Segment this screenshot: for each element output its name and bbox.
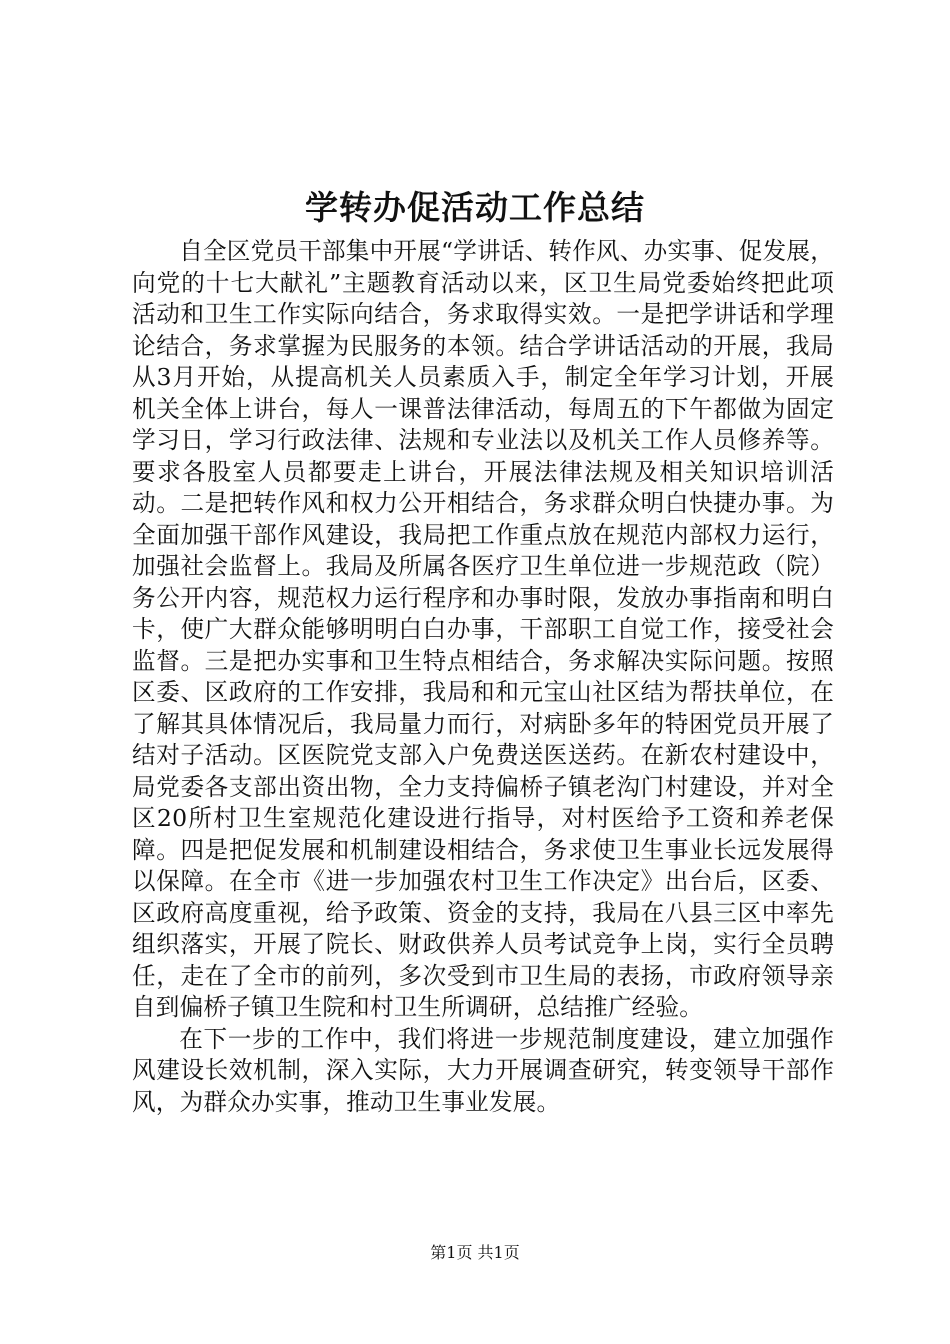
document-title: 学转办促活动工作总结 (305, 188, 645, 227)
paragraph: 自全区党员干部集中开展“学讲话、转作风、办实事、促发展，向党的十七大献礼”主题教育活动以来，区卫生局党委始终把此项活动和卫生工作实际向结合，务求取得实效。一是把学讲话和学理论结合，务求掌握为民服务的本领。结合学讲话活动的开展，我局从3月开始，从提高机关人员素质入手，制定全年学习计划，开展机关全体上讲台，每人一课普法律活动，每周五的下午都做为固定学习日，学习行政法律、法规和专业法以及机关工作人员修养等。要求各股室人员都要走上讲台，开展法律法规及相关知识培训活动。二是把转作风和权力公开相结合，务求群众明白快捷办事。为全面加强干部作风建设，我局把工作重点放在规范内部权力运行，加强社会监督上。我局及所属各医疗卫生单位进一步规范政（院）务公开内容，规范权力运行程序和办事时限，发放办事指南和明白卡，使广大群众能够明明白白办事，干部职工自觉工作，接受社会监督。三是把办实事和卫生特点相结合，务求解决实际问题。按照区委、区政府的工作安排，我局和和元宝山社区结为帮扶单位，在了解其具体情况后，我局量力而行，对病卧多年的特困党员开展了结对子活动。区医院党支部入户免费送医送药。在新农村建设中，局党委各支部出资出物，全力支持偏桥子镇老沟门村建设，并对全区20所村卫生室规范化建设进行指导，对村医给予工资和养老保障。四是把促发展和机制建设相结合，务求使卫生事业长远发展得以保障。在全市《进一步加强农村卫生工作决定》出台后，区委、区政府高度重视，给予政策、资金的支持，我局在八县三区中率先组织落实，开展了院长、财政供养人员考试竞争上岗，实行全员聘任，走在了全市的前列，多次受到市卫生局的表扬，市政府领导亲自到偏桥子镇卫生院和村卫生所调研，总结推广经验。 (132, 237, 834, 1021)
paragraph: 在下一步的工作中，我们将进一步规范制度建设，建立加强作风建设长效机制，深入实际，大力开展调查研究，转变领导干部作风，为群众办实事，推动卫生事业发展。 (132, 1024, 834, 1116)
document-body (132, 236, 834, 1118)
page-footer: 第1页 共1页 (430, 1243, 520, 1262)
